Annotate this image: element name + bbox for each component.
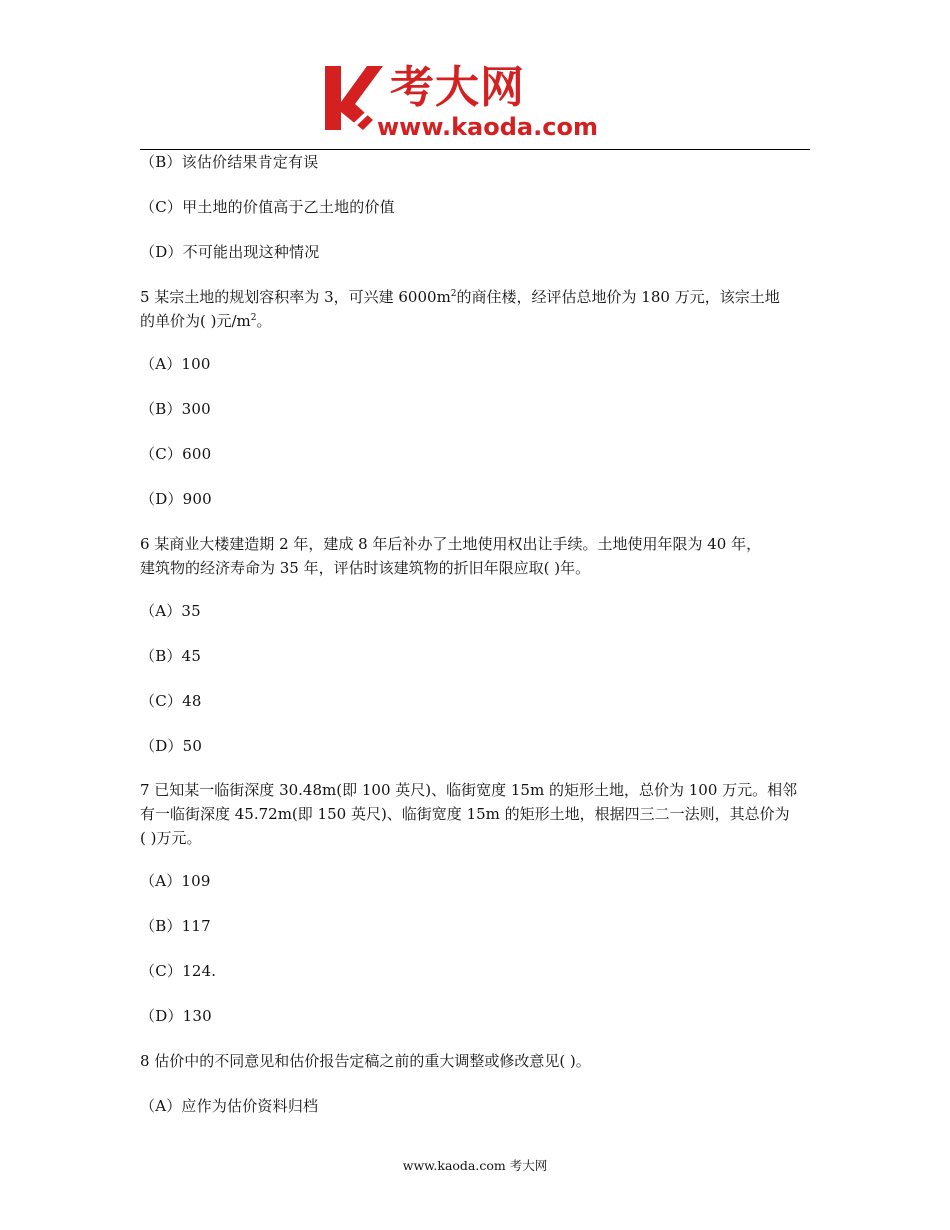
q4-option-c: （C）甲土地的价值高于乙土地的价值 xyxy=(140,198,395,216)
logo-k-icon xyxy=(323,62,385,134)
q7-stem-line1: 7 已知某一临街深度 30.48m(即 100 英尺)、临街宽度 15m 的矩形土地，总价为 100 万元。相邻 xyxy=(140,781,798,799)
q5-stem-line1 xyxy=(140,285,780,309)
q6-option-a: （A）35 xyxy=(140,602,201,620)
q6-option-c: （C）48 xyxy=(140,692,202,710)
q6-option-b: （B）45 xyxy=(140,647,202,665)
q7-option-b: （B）117 xyxy=(140,917,211,935)
q5-stem-line2 xyxy=(140,309,272,333)
q5-superscript: 2 xyxy=(250,313,257,323)
q5-stem-text: 5 某宗土地的规划容积率为 3，可兴建 6000m xyxy=(140,288,451,306)
q6-option-d: （D）50 xyxy=(140,737,203,755)
q5-option-b: （B）300 xyxy=(140,400,211,418)
kaoda-logo[interactable] xyxy=(323,62,643,142)
q7-option-a: （A）109 xyxy=(140,872,211,890)
page-footer: www.kaoda.com 考大网 xyxy=(402,1158,548,1173)
logo-chinese-text: 考大网 xyxy=(390,62,525,113)
q8-stem-line1: 8 估价中的不同意见和估价报告定稿之前的重大调整或修改意见( )。 xyxy=(140,1052,591,1070)
q7-option-d: （D）130 xyxy=(140,1007,212,1025)
q5-stem-text: 。 xyxy=(256,312,272,330)
q4-option-d: （D）不可能出现这种情况 xyxy=(140,243,320,261)
q8-option-a: （A）应作为估价资料归档 xyxy=(140,1097,319,1115)
q6-stem-line2: 建筑物的经济寿命为 35 年，评估时该建筑物的折旧年限应取( )年。 xyxy=(140,559,591,577)
q5-superscript: 2 xyxy=(450,289,457,299)
q7-stem-line3: ( )万元。 xyxy=(140,829,202,847)
q7-stem-line2: 有一临街深度 45.72m(即 150 英尺)、临街宽度 15m 的矩形土地，根据四三二一法则，其总价为 xyxy=(140,805,790,823)
q5-option-c: （C）600 xyxy=(140,445,212,463)
q7-option-c: （C）124. xyxy=(140,962,217,980)
logo-url-text: www.kaoda.com xyxy=(377,113,598,141)
q5-option-d: （D）900 xyxy=(140,490,212,508)
q5-stem-text: 的单价为( )元/m xyxy=(140,312,251,330)
q5-stem-text: 的商住楼，经评估总地价为 180 万元，该宗土地 xyxy=(456,288,780,306)
q4-option-b: （B）该估价结果肯定有误 xyxy=(140,153,319,171)
q5-option-a: （A）100 xyxy=(140,355,211,373)
q6-stem-line1: 6 某商业大楼建造期 2 年，建成 8 年后补办了土地使用权出让手续。土地使用年限为 40 年， xyxy=(140,535,762,553)
